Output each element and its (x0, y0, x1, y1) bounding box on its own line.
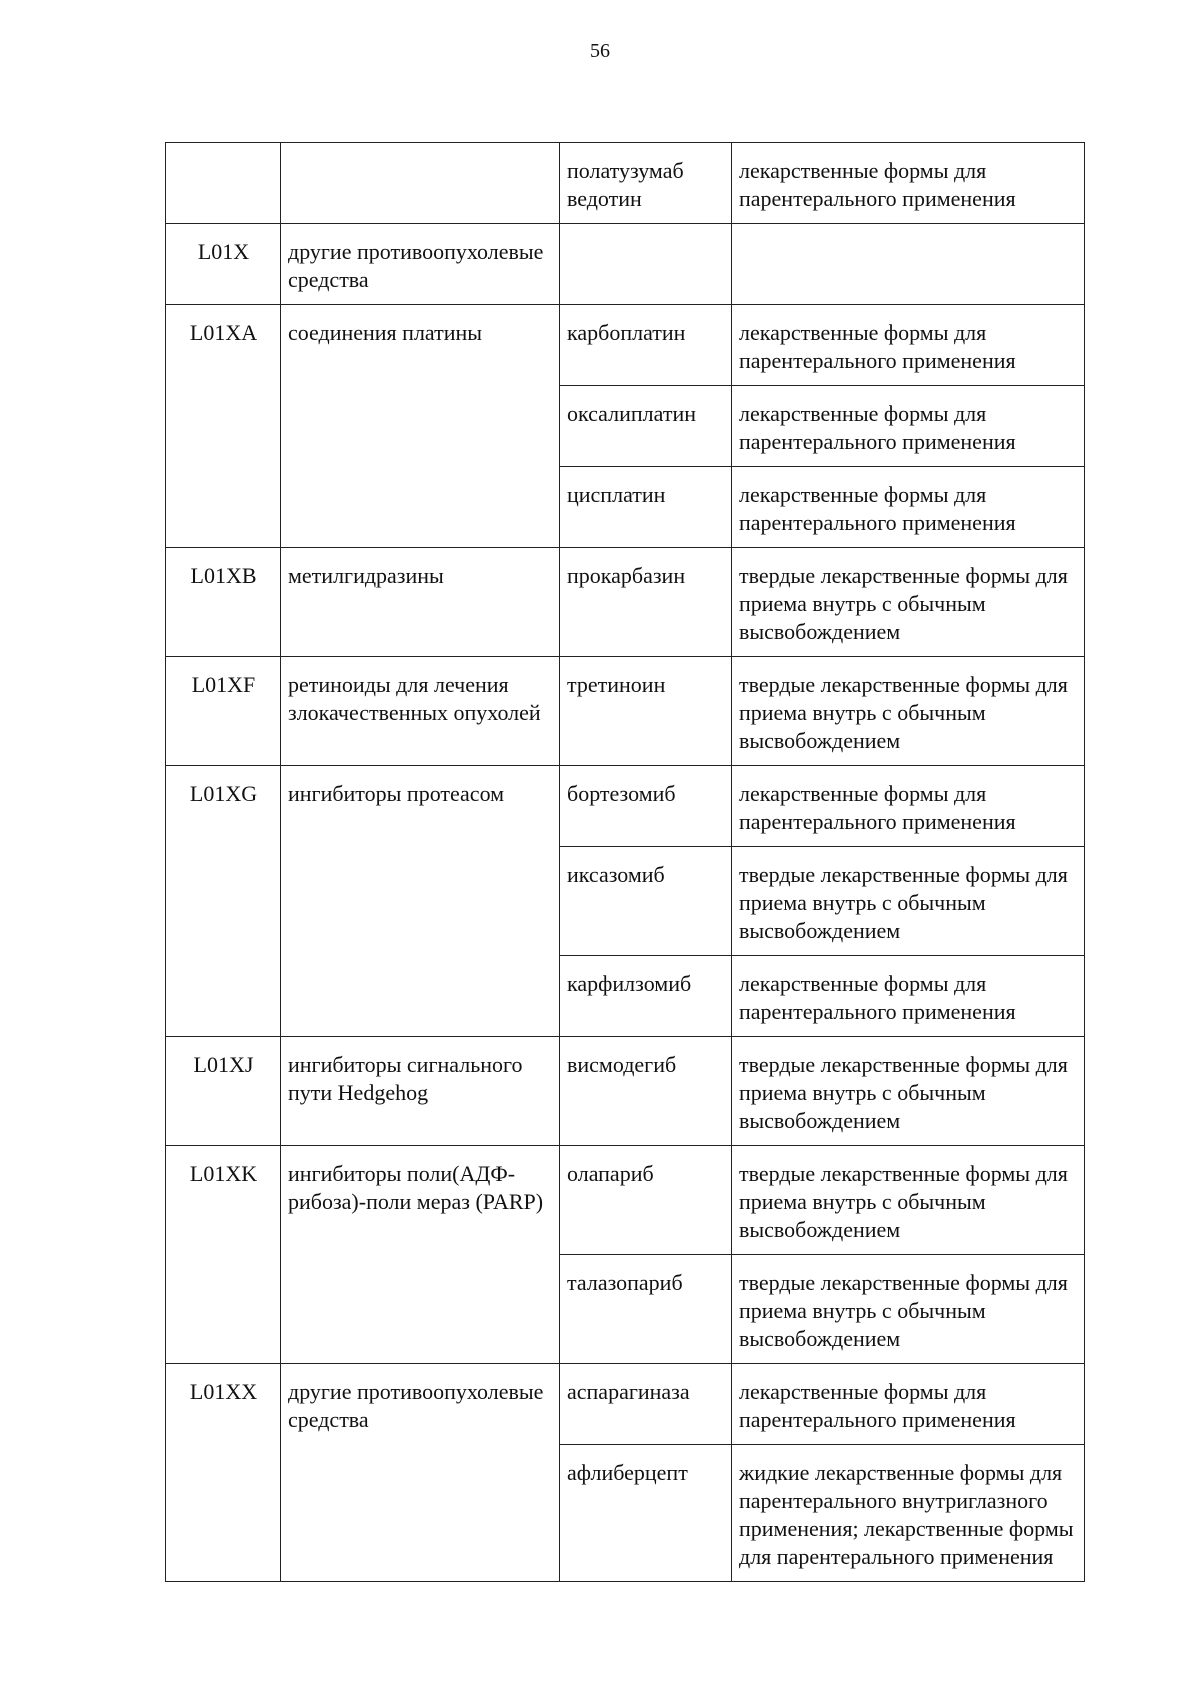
table-row (166, 766, 1085, 847)
drug-name-cell: висмодегиб (560, 1037, 732, 1146)
drug-name-cell: бортезомиб (560, 766, 732, 847)
drug-name-cell: карбоплатин (560, 305, 732, 386)
table-row (166, 143, 1085, 224)
atc-code-cell: L01XJ (166, 1037, 281, 1146)
table-row (166, 1364, 1085, 1445)
dosage-form-cell: твердые лекарственные формы для приема внутрь с обычным высвобождением (732, 1255, 1085, 1364)
dosage-form-cell: лекарственные формы для парентерального применения (732, 386, 1085, 467)
dosage-form-cell (732, 224, 1085, 305)
drug-name-cell: аспарагиназа (560, 1364, 732, 1445)
dosage-form-cell: лекарственные формы для парентерального применения (732, 467, 1085, 548)
dosage-form-cell: лекарственные формы для парентерального применения (732, 143, 1085, 224)
drug-name-cell (560, 224, 732, 305)
dosage-form-cell: твердые лекарственные формы для приема внутрь с обычным высвобождением (732, 548, 1085, 657)
drug-name-cell: полатузумаб ведотин (560, 143, 732, 224)
table-row (166, 1037, 1085, 1146)
group-name-cell: ингибиторы поли(АДФ-рибоза)-поли мераз (PARP) (281, 1146, 560, 1364)
group-name-cell (281, 143, 560, 224)
table-row (166, 548, 1085, 657)
atc-code-cell (166, 143, 281, 224)
drug-name-cell: карфилзомиб (560, 956, 732, 1037)
table-row (166, 305, 1085, 386)
page-number: 56 (590, 40, 610, 62)
group-name-cell: другие противоопухолевые средства (281, 224, 560, 305)
drug-classification-table (165, 142, 1085, 1582)
dosage-form-cell: лекарственные формы для парентерального применения (732, 1364, 1085, 1445)
atc-code-cell: L01X (166, 224, 281, 305)
table-row (166, 1146, 1085, 1255)
atc-code-cell: L01XX (166, 1364, 281, 1582)
atc-code-cell: L01XA (166, 305, 281, 548)
dosage-form-cell: твердые лекарственные формы для приема внутрь с обычным высвобождением (732, 847, 1085, 956)
dosage-form-cell: лекарственные формы для парентерального применения (732, 305, 1085, 386)
drug-name-cell: афлиберцепт (560, 1445, 732, 1582)
dosage-form-cell: твердые лекарственные формы для приема внутрь с обычным высвобождением (732, 1146, 1085, 1255)
atc-code-cell: L01XK (166, 1146, 281, 1364)
atc-code-cell: L01XF (166, 657, 281, 766)
drug-name-cell: прокарбазин (560, 548, 732, 657)
dosage-form-cell: твердые лекарственные формы для приема внутрь с обычным высвобождением (732, 1037, 1085, 1146)
drug-name-cell: иксазомиб (560, 847, 732, 956)
group-name-cell: другие противоопухолевые средства (281, 1364, 560, 1582)
group-name-cell: соединения платины (281, 305, 560, 548)
drug-name-cell: оксалиплатин (560, 386, 732, 467)
drug-name-cell: цисплатин (560, 467, 732, 548)
atc-code-cell: L01XB (166, 548, 281, 657)
table-row (166, 224, 1085, 305)
dosage-form-cell: лекарственные формы для парентерального применения (732, 766, 1085, 847)
atc-code-cell: L01XG (166, 766, 281, 1037)
dosage-form-cell: жидкие лекарственные формы для парентерального внутриглазного применения; лекарственные формы для парентерального применения (732, 1445, 1085, 1582)
group-name-cell: метилгидразины (281, 548, 560, 657)
group-name-cell: ретиноиды для лечения злокачественных опухолей (281, 657, 560, 766)
group-name-cell: ингибиторы протеасом (281, 766, 560, 1037)
drug-name-cell: талазопариб (560, 1255, 732, 1364)
table-row (166, 657, 1085, 766)
drug-name-cell: олапариб (560, 1146, 732, 1255)
dosage-form-cell: твердые лекарственные формы для приема внутрь с обычным высвобождением (732, 657, 1085, 766)
dosage-form-cell: лекарственные формы для парентерального применения (732, 956, 1085, 1037)
group-name-cell: ингибиторы сигнального пути Hedgehog (281, 1037, 560, 1146)
drug-name-cell: третиноин (560, 657, 732, 766)
